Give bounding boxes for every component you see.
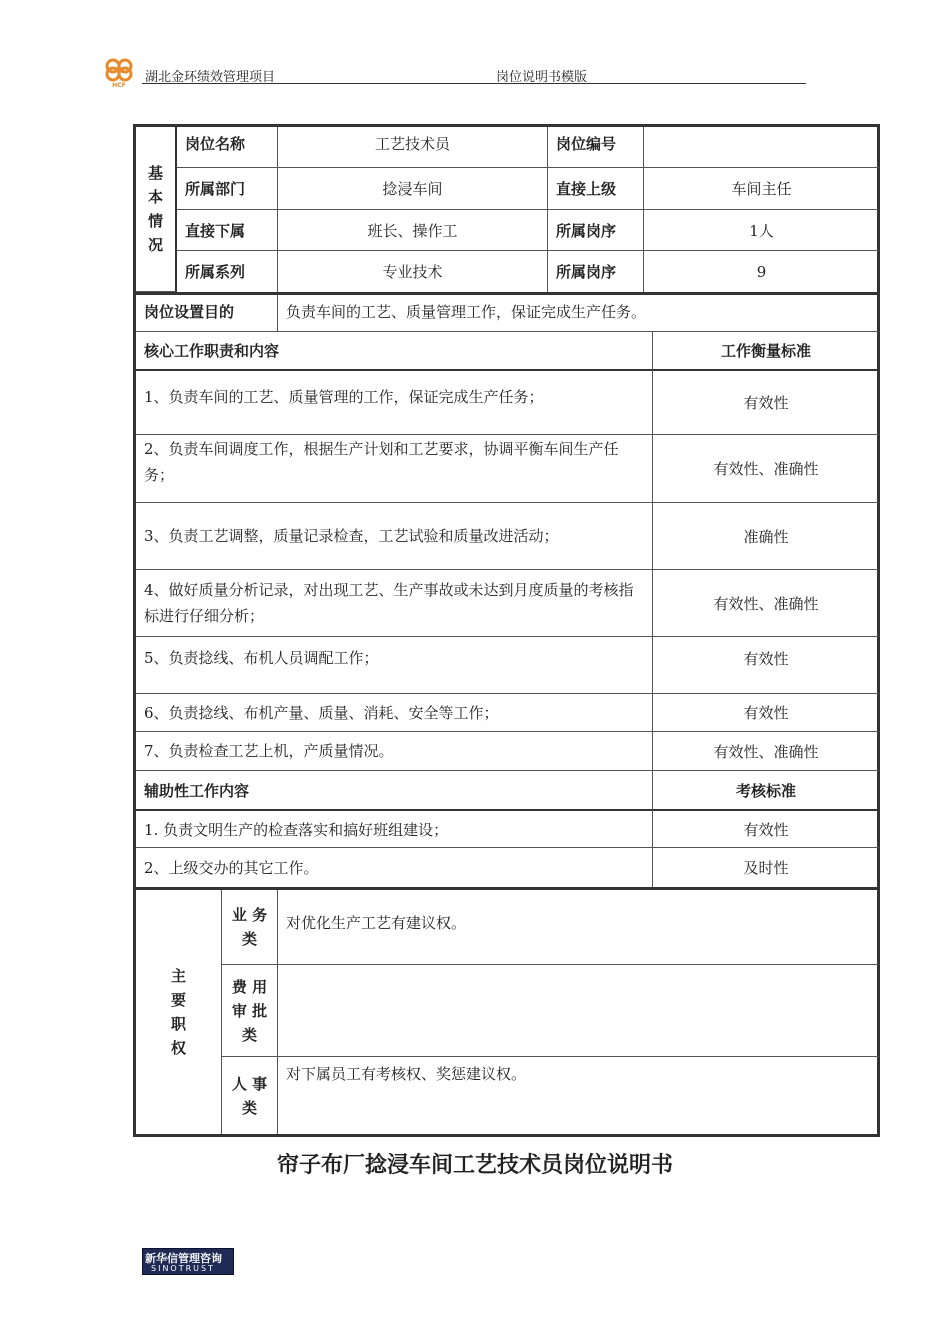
expense-line-1: 费 用: [231, 977, 268, 996]
core-standard-2: 有效性、准确性: [653, 435, 879, 503]
authority-category-business: [222, 890, 278, 965]
value-position-rank: 1人: [644, 210, 879, 251]
label-purpose: 岗位设置目的: [136, 295, 278, 332]
aux-item-1: 1. 负责文明生产的检查落实和搞好班组建设；: [136, 811, 653, 848]
authority-section-label: [136, 890, 222, 1134]
document-title: 帘子布厂捻浸车间工艺技术员岗位说明书: [276, 1153, 673, 1178]
core-item-4: 4、做好质量分析记录，对出现工艺、生产事故或未达到月度质量的考核指标进行仔细分析；: [136, 570, 653, 637]
value-position-code: [644, 127, 879, 168]
basic-char-3: 情: [147, 212, 163, 230]
core-standard-4: 有效性、准确性: [653, 570, 879, 637]
sinotrust-logo-en: SINOTRUST: [151, 1264, 215, 1273]
core-item-2: 2、负责车间调度工作，根据生产计划和工艺要求，协调平衡车间生产任务；: [136, 435, 653, 503]
core-standard-5: 有效性: [653, 637, 879, 694]
value-direct-superior: 车间主任: [644, 168, 879, 210]
label-position-code: 岗位编号: [548, 127, 644, 168]
core-standard-3: 准确性: [653, 503, 879, 570]
label-position-rank-2: 所属岗序: [548, 251, 644, 292]
authority-category-expense: [222, 965, 278, 1057]
aux-duties-header: 辅助性工作内容: [136, 771, 653, 811]
core-item-7: 7、负责检查工艺上机，产质量情况。: [136, 732, 653, 771]
core-standard-6: 有效性: [653, 694, 879, 732]
page-header: [100, 56, 806, 86]
template-name: 岗位说明书模版: [496, 70, 588, 85]
core-item-6: 6、负责捻线、布机产量、质量、消耗、安全等工作；: [136, 694, 653, 732]
core-standard-7: 有效性、准确性: [653, 732, 879, 771]
authority-char-4: 权: [170, 1039, 186, 1057]
authority-char-3: 职: [170, 1015, 186, 1033]
core-item-3: 3、负责工艺调整，质量记录检查，工艺试验和质量改进活动；: [136, 503, 653, 570]
core-duties-header: 核心工作职责和内容: [136, 332, 653, 371]
core-standard-header: 工作衡量标准: [653, 332, 879, 371]
authority-text-business: 对优化生产工艺有建议权。: [278, 890, 879, 965]
aux-item-2: 2、上级交办的其它工作。: [136, 848, 653, 887]
core-item-1: 1、负责车间的工艺、质量管理的工作，保证完成生产任务；: [136, 371, 653, 435]
basic-char-1: 基: [147, 164, 163, 182]
aux-standard-2: 及时性: [743, 859, 789, 877]
label-position-name: 岗位名称: [177, 127, 278, 168]
sinotrust-logo: [142, 1248, 234, 1275]
value-direct-subordinates: 班长、操作工: [278, 210, 548, 251]
expense-line-2: 审 批: [231, 1001, 268, 1020]
authority-text-expense: [278, 965, 879, 1057]
value-position-name: 工艺技术员: [278, 127, 548, 168]
label-direct-superior: 直接上级: [548, 168, 644, 210]
header-rule: [142, 83, 806, 84]
aux-standard-1: 有效性: [653, 811, 879, 848]
basic-char-2: 本: [147, 188, 163, 206]
authority-category-personnel: [222, 1057, 278, 1134]
project-name: 湖北金环绩效管理项目: [145, 70, 276, 85]
business-line-2: 类: [241, 930, 257, 948]
core-item-5: 5、负责捻线、布机人员调配工作；: [136, 637, 653, 694]
label-department: 所属部门: [177, 168, 278, 210]
label-position-rank: 所属岗序: [548, 210, 644, 251]
sinotrust-logo-cn: 新华信管理咨询: [145, 1252, 222, 1265]
core-standard-1: 有效性: [653, 371, 879, 435]
aux-standard-header: 考核标准: [653, 771, 879, 811]
basic-info-section-label: [136, 127, 177, 292]
business-line-1: 业 务: [231, 906, 268, 924]
value-purpose: 负责车间的工艺、质量管理工作，保证完成生产任务。: [278, 295, 879, 332]
basic-char-4: 况: [147, 236, 163, 254]
personnel-line-2: 类: [241, 1098, 257, 1117]
job-description-form: [133, 124, 880, 1137]
hcf-logo-icon: [100, 56, 138, 88]
authority-char-1: 主: [170, 967, 186, 985]
authority-text-personnel: 对下属员工有考核权、奖惩建议权。: [286, 1065, 527, 1083]
label-series: 所属系列: [177, 251, 278, 292]
value-position-rank-2: 9: [756, 262, 767, 281]
svg-text:HCF: HCF: [112, 82, 126, 88]
value-series: 专业技术: [278, 251, 548, 292]
authority-char-2: 要: [170, 991, 186, 1009]
personnel-line-1: 人 事: [231, 1074, 268, 1093]
expense-line-3: 类: [241, 1025, 257, 1044]
label-direct-subordinates: 直接下属: [177, 210, 278, 251]
value-department: 捻浸车间: [278, 168, 548, 210]
